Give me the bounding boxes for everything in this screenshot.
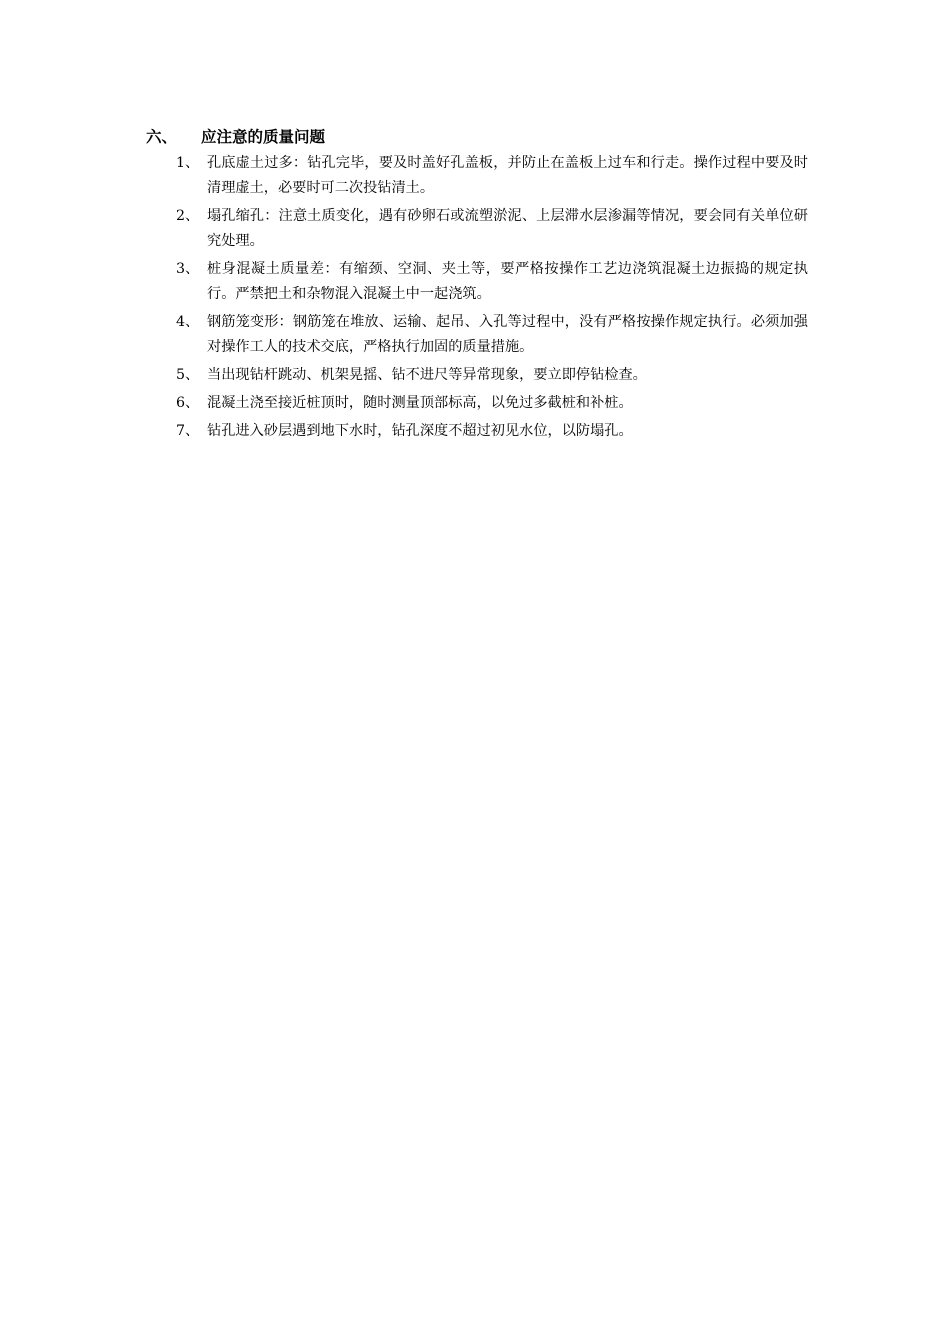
item-text: 桩身混凝土质量差：有缩颈、空洞、夹土等，要严格按操作工艺边浇筑混凝土边振捣的规定执行。严禁把土和杂物混入混凝土中一起浇筑。 (207, 261, 808, 302)
item-number: 7、 (176, 423, 200, 439)
item-text: 混凝土浇至接近桩顶时，随时测量顶部标高，以免过多截桩和补桩。 (207, 395, 633, 411)
item-number: 5、 (176, 367, 200, 383)
item-number: 3、 (176, 261, 200, 277)
section-title: 应注意的质量问题 (201, 128, 326, 146)
section-number: 六、 (146, 128, 178, 146)
quality-issues-list (176, 151, 808, 447)
item-number: 2、 (176, 208, 200, 224)
list-item (176, 391, 808, 416)
list-item (176, 257, 808, 307)
item-text: 当出现钻杆跳动、机架晃摇、钻不进尺等异常现象，要立即停钻检查。 (207, 367, 647, 383)
list-item (176, 363, 808, 388)
item-number: 6、 (176, 395, 200, 411)
list-item (176, 419, 808, 444)
item-text: 塌孔缩孔：注意土质变化，遇有砂卵石或流塑淤泥、上层滞水层渗漏等情况，要会同有关单位研究处理。 (207, 208, 808, 249)
item-text: 钢筋笼变形：钢筋笼在堆放、运输、起吊、入孔等过程中，没有严格按操作规定执行。必须加强对操作工人的技术交底，严格执行加固的质量措施。 (207, 314, 808, 355)
section-heading (146, 125, 325, 149)
item-text: 孔底虚土过多：钻孔完毕，要及时盖好孔盖板，并防止在盖板上过车和行走。操作过程中要及时清理虚土，必要时可二次投钻清土。 (207, 155, 808, 196)
item-number: 4、 (176, 314, 200, 330)
list-item (176, 310, 808, 360)
list-item (176, 204, 808, 254)
list-item (176, 151, 808, 201)
item-number: 1、 (176, 155, 200, 171)
item-text: 钻孔进入砂层遇到地下水时，钻孔深度不超过初见水位，以防塌孔。 (207, 423, 633, 439)
